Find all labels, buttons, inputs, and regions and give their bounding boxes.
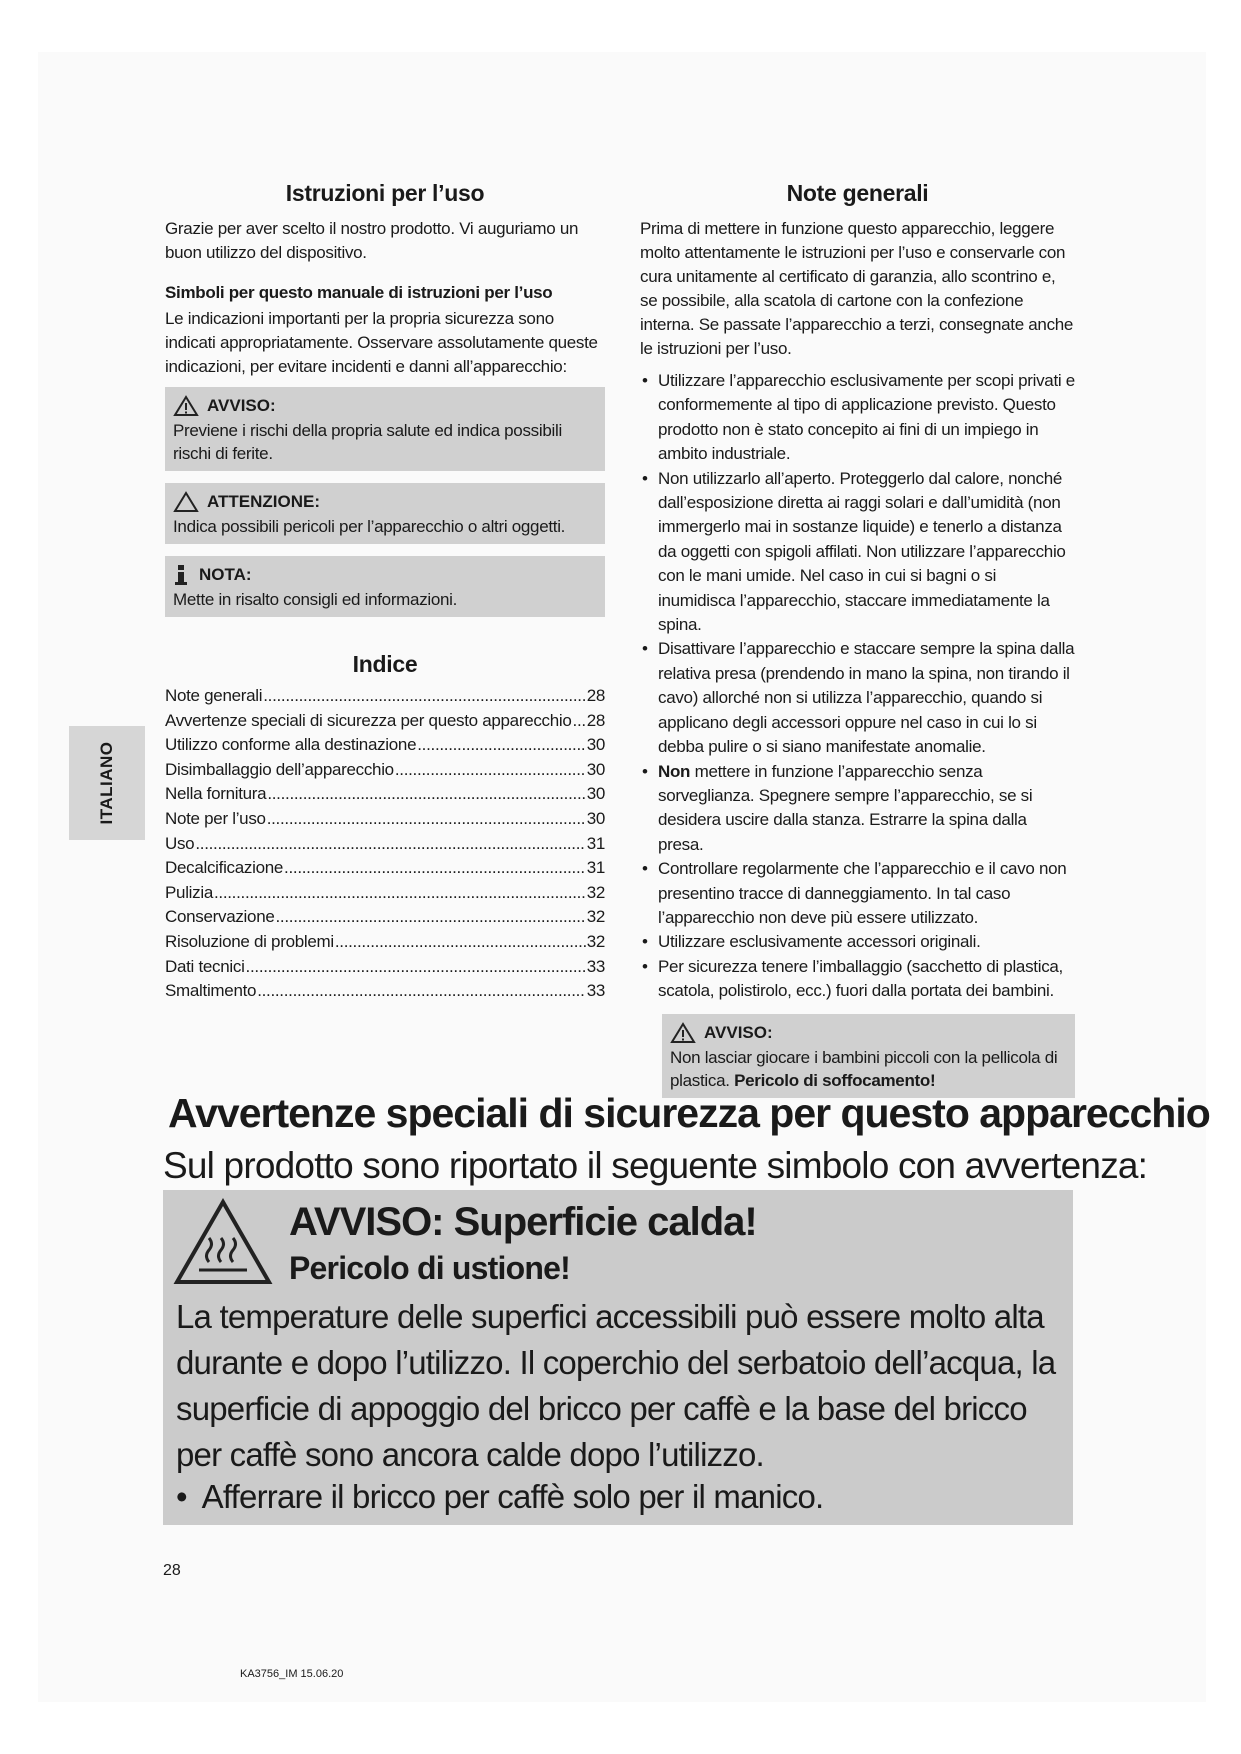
caution-triangle-icon <box>173 491 199 513</box>
hot-surface-warning-box <box>163 1190 1073 1525</box>
hot-surface-title: AVVISO: Superficie calda! <box>289 1200 757 1244</box>
child-warning-title: AVVISO: <box>704 1022 773 1042</box>
list-item-rest: mettere in funzione l’apparecchio senza sorveglianza. Spegnere sempre l’apparecchio, se si desidera uscire dalla stanza. Estrarre la spina dalla presa. <box>658 761 1033 854</box>
toc-entry <box>165 758 605 783</box>
page-number: 28 <box>163 1562 181 1579</box>
toc-leader-dots <box>246 955 586 980</box>
toc-entry-title: Decalcificazione <box>165 858 284 878</box>
warning-triangle-icon <box>670 1022 696 1044</box>
caution-box <box>165 483 605 544</box>
toc-entry-title: Utilizzo conforme alla destinazione <box>165 735 417 755</box>
toc-leader-dots <box>284 856 586 881</box>
index-title: Indice <box>352 651 418 677</box>
handle-instruction: • Afferrare il bricco per caffè solo per il manico. <box>176 1478 824 1515</box>
toc-entry <box>165 905 605 930</box>
toc-entry-page: 32 <box>586 907 605 927</box>
toc-entry-page: 33 <box>586 956 605 976</box>
toc-entry-page: 30 <box>586 808 605 828</box>
toc-entry-title: Pulizia <box>165 882 213 902</box>
list-item: • Disattivare l’apparecchio e staccare sempre la spina dalla relativa presa (prendendo in mano la spina, non tirando il cavo) allorché non si utilizza l’apparecchio, quando si applicano degli accessori oppure nel caso in cui lo si debba pulire o si siano manifestate anomalie. <box>640 637 1075 759</box>
toc-leader-dots <box>417 733 585 758</box>
section-title-instructions: Istruzioni per l’uso <box>285 180 485 206</box>
toc-leader-dots <box>335 930 586 955</box>
toc-entry <box>165 881 605 906</box>
toc-entry-page: 30 <box>586 759 605 779</box>
toc-entry <box>165 807 605 832</box>
toc-leader-dots <box>573 709 586 734</box>
toc-leader-dots <box>257 979 586 1004</box>
toc-entry-page: 28 <box>586 710 605 730</box>
table-of-contents <box>165 684 605 1004</box>
toc-entry <box>165 684 605 709</box>
hot-surface-icon <box>173 1198 273 1286</box>
toc-entry <box>165 856 605 881</box>
toc-entry-title: Avvertenze speciali di sicurezza per questo apparecchio <box>165 710 572 730</box>
language-tab-label: ITALIANO <box>97 741 116 825</box>
toc-entry-title: Smaltimento <box>165 981 257 1001</box>
caution-text: Indica possibili pericoli per l’apparecchio o altri oggetti. <box>173 517 566 536</box>
toc-entry <box>165 832 605 857</box>
toc-entry <box>165 979 605 1004</box>
toc-entry-page: 32 <box>586 931 605 951</box>
toc-entry <box>165 782 605 807</box>
toc-entry <box>165 733 605 758</box>
list-item-bold: Non <box>658 761 691 781</box>
list-item: • Non utilizzarlo all’aperto. Proteggerlo dal calore, nonché dall’esposizione diretta ai raggi solari e dall’umidità (non immergerlo mai in sostanze liquide) e tenerlo a distanza da oggetti con spigoli affilati. Non utilizzare l’apparecchio con le mani umide. Nel caso in cui si bagni o si inumidisca l’apparecchio, staccare immediatamente la spina. <box>640 467 1075 638</box>
list-item: • Per sicurezza tenere l’imballaggio (sacchetto di plastica, scatola, polistirolo, ecc.) fuori dalla portata dei bambini. <box>640 955 1075 1004</box>
intro-text: Grazie per aver scelto il nostro prodotto. Vi auguriamo un buon utilizzo del dispositivo. <box>165 219 579 262</box>
list-item: • Utilizzare esclusivamente accessori originali. <box>640 930 1075 954</box>
left-column <box>165 180 605 1004</box>
toc-entry-title: Nella fornitura <box>165 784 267 804</box>
footer-code: KA3756_IM 15.06.20 <box>240 1668 344 1680</box>
toc-entry <box>165 930 605 955</box>
info-icon <box>173 564 191 586</box>
note-text: Mette in risalto consigli ed informazioni. <box>173 590 458 609</box>
toc-leader-dots <box>267 782 585 807</box>
special-safety-subtitle: Sul prodotto sono riportato il seguente simbolo con avvertenza: <box>163 1145 1148 1186</box>
toc-entry <box>165 709 605 734</box>
toc-entry-title: Uso <box>165 833 195 853</box>
toc-entry-title: Note generali <box>165 686 263 705</box>
child-warning-text: Non lasciar giocare i bambini piccoli con la pellicola di plastica. <box>670 1047 1058 1090</box>
caution-title: ATTENZIONE: <box>207 492 321 511</box>
general-intro: Prima di mettere in funzione questo apparecchio, leggere molto attentamente le istruzioni per l’uso e conservarle con cura unitamente al certificato di garanzia, allo scontrino e, se possibile, alla scatola di cartone con la confezione interna. Se passate l’apparecchio a terzi, consegnate anche le istruzioni per l’uso. <box>640 219 1074 358</box>
toc-leader-dots <box>214 881 586 906</box>
toc-entry-title: Risoluzione di problemi <box>165 931 334 951</box>
burn-danger-subtitle: Pericolo di ustione! <box>289 1250 570 1286</box>
warning-box <box>165 387 605 471</box>
language-tab <box>69 726 145 840</box>
symbols-text: Le indicazioni importanti per la propria sicurezza sono indicati appropriatamente. Osservare assolutamente queste indicazioni, per evitare incidenti e danni all’apparecchio: <box>165 309 598 376</box>
toc-entry-page: 33 <box>586 981 605 1001</box>
toc-entry-title: Note per l’uso <box>165 808 266 828</box>
child-warning-box <box>662 1014 1075 1098</box>
toc-entry-title: Disimballaggio dell’apparecchio <box>165 759 394 779</box>
toc-entry-title: Conservazione <box>165 907 275 927</box>
toc-entry-page: 31 <box>586 858 605 878</box>
list-item: • Utilizzare l’apparecchio esclusivamente per scopi privati e conformemente al tipo di applicazione previsto. Questo prodotto non è stato concepito ai fini di un impiego in ambito industriale. <box>640 369 1075 467</box>
warning-triangle-icon <box>173 395 199 417</box>
warning-text: Previene i rischi della propria salute ed indica possibili rischi di ferite. <box>173 421 562 463</box>
toc-leader-dots <box>395 758 586 783</box>
toc-entry-page: 32 <box>586 882 605 902</box>
toc-entry-title: Dati tecnici <box>165 956 245 976</box>
toc-leader-dots <box>267 807 586 832</box>
right-column <box>640 180 1075 1098</box>
handle-instruction-text: Afferrare il bricco per caffè solo per il manico. <box>201 1478 824 1515</box>
note-title: NOTA: <box>199 565 252 584</box>
toc-entry-page: 30 <box>586 784 605 804</box>
special-safety-title: Avvertenze speciali di sicurezza per questo apparecchio <box>168 1090 1210 1136</box>
child-warning-bold: Pericolo di soffocamento! <box>734 1070 936 1090</box>
symbols-heading: Simboli per questo manuale di istruzioni per l’uso <box>165 283 553 302</box>
section-title-general-notes: Note generali <box>786 180 929 206</box>
safety-list <box>640 369 1075 1004</box>
list-item <box>640 760 1075 858</box>
note-box <box>165 556 605 617</box>
hot-surface-text: La temperature delle superfici accessibili può essere molto alta durante e dopo l’utilizzo. Il coperchio del serbatoio dell’acqua, la superficie di appoggio del bricco per caffè e la base del bricco per caffè sono ancora calde dopo l’utilizzo. <box>176 1298 1056 1473</box>
toc-leader-dots <box>276 905 586 930</box>
toc-entry-page: 31 <box>586 833 605 853</box>
toc-entry-page: 30 <box>586 735 605 755</box>
toc-entry-page: 28 <box>586 686 605 705</box>
toc-leader-dots <box>263 684 585 709</box>
toc-entry <box>165 955 605 980</box>
toc-leader-dots <box>195 832 585 857</box>
list-item: • Controllare regolarmente che l’apparecchio e il cavo non presentino tracce di danneggiamento. In tal caso l’apparecchio non deve più essere utilizzato. <box>640 857 1075 930</box>
warning-title: AVVISO: <box>207 396 276 415</box>
